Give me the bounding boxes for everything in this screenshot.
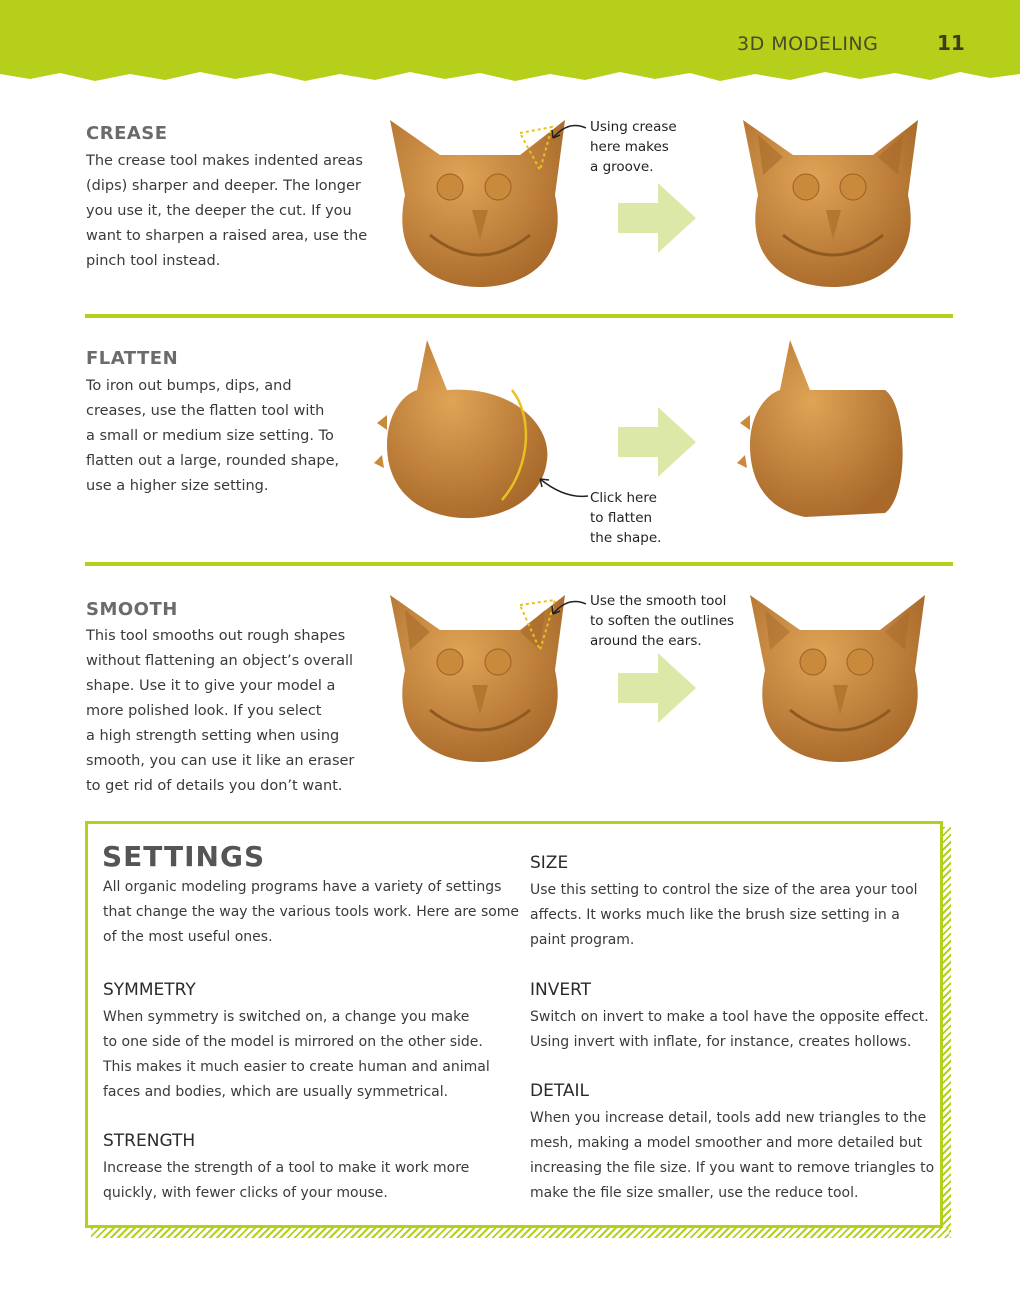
flatten-before-image bbox=[372, 335, 557, 525]
detail-text: When you increase detail, tools add new triangles to the mesh, making a model smoother and more detailed but increasing the file size. If you want to remove triangles to make the file size smaller, use the reduce tool. bbox=[530, 1110, 935, 1201]
strength-text: Increase the strength of a tool to make it work more quickly, with fewer clicks of your mouse. bbox=[103, 1160, 470, 1201]
smooth-text: This tool smooths out rough shapes without flattening an object’s overall shape. Use it to give your model a more polished look. If you select a high strength setting when using smooth, you can use it like an eraser to get rid of details you don’t want. bbox=[86, 628, 355, 794]
divider-2 bbox=[85, 562, 953, 566]
crease-heading: CREASE bbox=[86, 123, 168, 144]
invert-heading: INVERT bbox=[530, 980, 592, 1000]
flatten-arrow-icon bbox=[618, 407, 698, 477]
size-heading: SIZE bbox=[530, 853, 569, 873]
panel-hatch-bottom bbox=[91, 1228, 949, 1238]
flatten-text: To iron out bumps, dips, and creases, use the flatten tool with a small or medium size setting. To flatten out a large, rounded shape, use a higher size setting. bbox=[86, 378, 340, 494]
crease-callout-arrow bbox=[548, 120, 588, 145]
flatten-after-image bbox=[735, 335, 915, 525]
flatten-heading: FLATTEN bbox=[86, 348, 179, 369]
strength-heading: STRENGTH bbox=[103, 1131, 196, 1151]
divider-1 bbox=[85, 314, 953, 318]
smooth-after-image bbox=[745, 590, 935, 765]
settings-intro: All organic modeling programs have a variety of settings that change the way the various tools work. Here are some of the most useful ones. bbox=[103, 879, 520, 945]
symmetry-heading: SYMMETRY bbox=[103, 980, 196, 1000]
crease-arrow-icon bbox=[618, 183, 698, 253]
crease-text: The crease tool makes indented areas (dips) sharper and deeper. The longer you use it, the deeper the cut. If you want to sharpen a raised area, use the pinch tool instead. bbox=[86, 153, 368, 269]
settings-title: SETTINGS bbox=[102, 840, 266, 873]
chapter-title: 3D MODELING bbox=[737, 33, 879, 55]
smooth-arrow-icon bbox=[618, 653, 698, 723]
symmetry-text: When symmetry is switched on, a change you make to one side of the model is mirrored on the other side. This makes it much easier to create human and animal faces and bodies, which are usually symmetrical. bbox=[103, 1009, 490, 1100]
page-number: 11 bbox=[937, 31, 965, 55]
detail-heading: DETAIL bbox=[530, 1081, 590, 1101]
crease-after-image bbox=[738, 115, 928, 290]
smooth-heading: SMOOTH bbox=[86, 599, 178, 620]
size-text: Use this setting to control the size of the area your tool affects. It works much like the brush size setting in a paint program. bbox=[530, 882, 918, 948]
panel-hatch-right bbox=[943, 827, 951, 1238]
crease-callout: Using crease here makes a groove. bbox=[590, 119, 677, 175]
smooth-callout: Use the smooth tool to soften the outlines around the ears. bbox=[590, 593, 735, 649]
smooth-callout-arrow bbox=[548, 596, 588, 621]
invert-text: Switch on invert to make a tool have the opposite effect. Using invert with inflate, for instance, creates hollows. bbox=[530, 1009, 929, 1050]
flatten-callout: Click here to flatten the shape. bbox=[590, 490, 662, 546]
flatten-callout-arrow bbox=[535, 474, 590, 504]
